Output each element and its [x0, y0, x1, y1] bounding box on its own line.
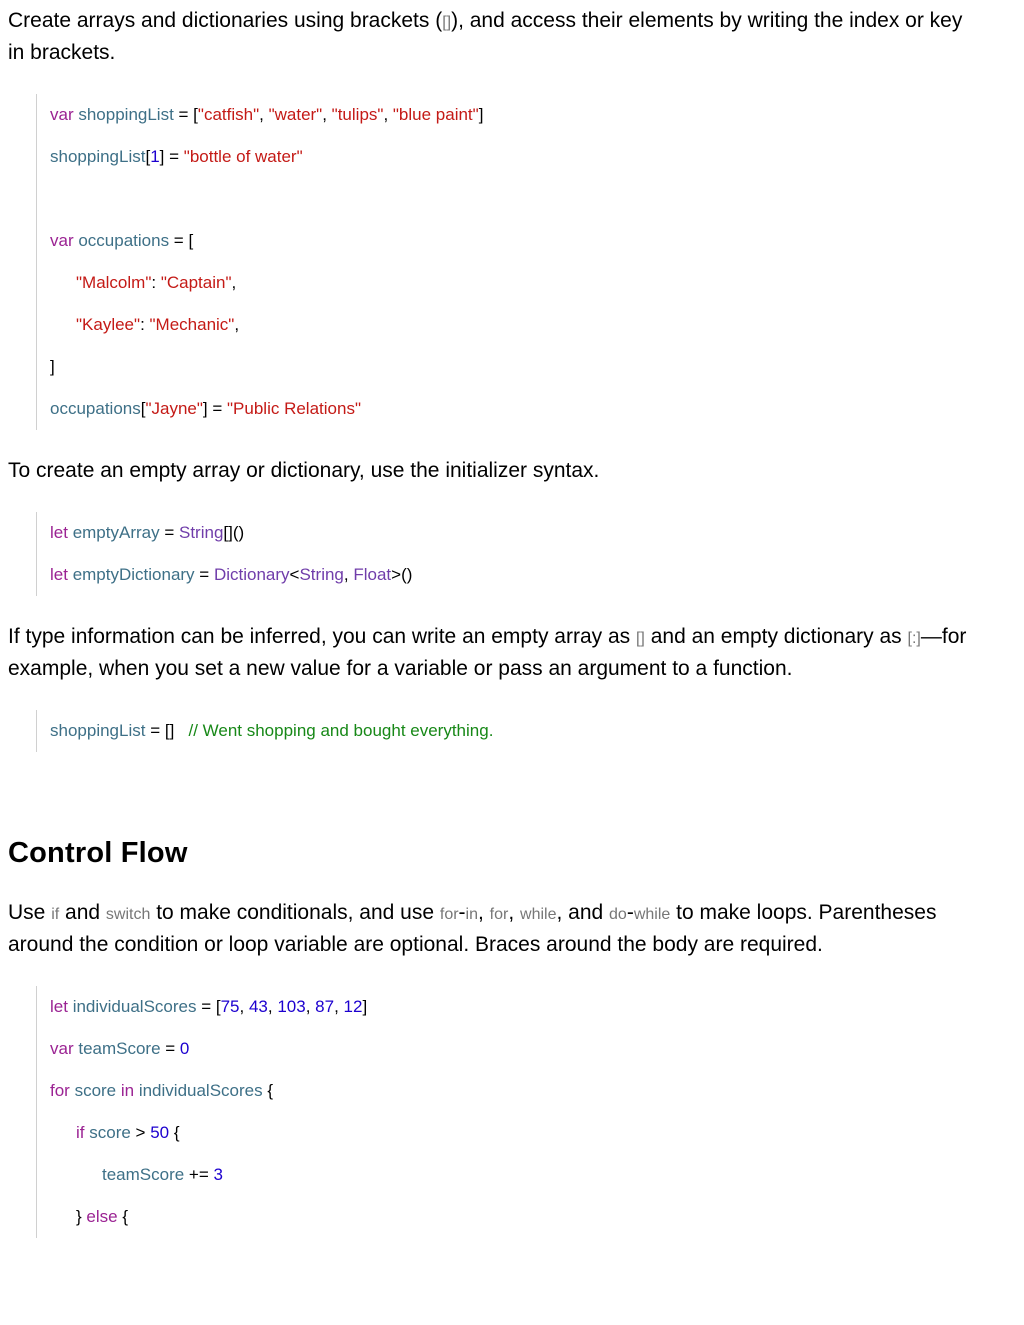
paragraph-initializer-intro — [8, 456, 976, 486]
text-run: to make loops. Parentheses around the condition or loop variable are optional. Braces around the body are required. — [8, 901, 937, 956]
code-token-pl: += — [184, 1165, 214, 1184]
code-line — [50, 346, 1004, 388]
code-token-id: shoppingList — [78, 105, 174, 124]
code-token-str: "water" — [268, 105, 323, 124]
inline-code: for — [489, 906, 509, 923]
code-line — [50, 262, 1004, 304]
code-line — [50, 94, 1004, 136]
code-line — [50, 1028, 1004, 1070]
code-token-pl: []() — [223, 523, 245, 542]
text-run: Use — [8, 901, 52, 924]
inline-code: for — [439, 906, 459, 923]
code-token-kw: var — [50, 105, 79, 124]
inline-code: in — [465, 906, 478, 923]
code-token-ty: String — [299, 565, 344, 584]
code-token-id: teamScore — [102, 1165, 185, 1184]
code-token-pl: = [ — [169, 231, 194, 250]
code-token-id: emptyDictionary — [72, 565, 195, 584]
code-token-num: 75 — [220, 997, 240, 1016]
code-token-pl: , — [231, 273, 237, 292]
code-token-id: occupations — [78, 231, 170, 250]
code-token-str: "Mechanic" — [149, 315, 235, 334]
code-line — [50, 136, 1004, 178]
code-line — [50, 710, 1004, 752]
code-block-empty-assignment — [36, 710, 1004, 752]
text-run: Create arrays and dictionaries using brackets ( — [8, 9, 443, 32]
code-token-pl: , — [383, 105, 393, 124]
code-line — [50, 304, 1004, 346]
code-token-pl: , — [259, 105, 269, 124]
code-token-str: "blue paint" — [392, 105, 479, 124]
code-token-pl: [ — [140, 399, 146, 418]
code-token-id: emptyArray — [72, 523, 160, 542]
code-token-pl: = [] — [145, 721, 189, 740]
code-token-pl: , — [267, 997, 278, 1016]
text-run: If type information can be inferred, you can write an empty array as — [8, 625, 636, 648]
code-token-str: "Kaylee" — [76, 315, 141, 334]
code-token-pl: : — [151, 273, 161, 292]
code-token-ty: String — [178, 523, 224, 542]
code-token-kw: var — [50, 231, 79, 250]
code-token-kw: if — [76, 1123, 90, 1142]
code-token-id: shoppingList — [50, 147, 146, 166]
text-run: , and — [556, 901, 610, 924]
inline-code: [] — [442, 14, 452, 31]
code-token-kw: in — [116, 1081, 139, 1100]
code-token-num: 3 — [213, 1165, 223, 1184]
code-token-pl: ] — [478, 105, 484, 124]
text-run: and an empty dictionary as — [644, 625, 908, 648]
inline-code: switch — [105, 906, 151, 923]
code-token-num: 12 — [343, 997, 363, 1016]
code-token-id: score — [89, 1123, 131, 1142]
code-token-pl: > — [130, 1123, 151, 1142]
code-token-pl: >() — [391, 565, 413, 584]
code-token-kw: for — [50, 1081, 75, 1100]
code-token-pl: { — [262, 1081, 274, 1100]
code-token-id: score — [74, 1081, 117, 1100]
code-token-pl: , — [305, 997, 316, 1016]
code-token-id: occupations — [50, 399, 141, 418]
code-line — [50, 554, 1004, 596]
code-token-kw: else — [86, 1207, 118, 1226]
paragraph-arrays-intro — [8, 6, 976, 68]
code-token-pl: ] — [362, 997, 368, 1016]
code-token-pl: , — [322, 105, 332, 124]
code-line — [50, 1154, 1004, 1196]
text-run: - — [458, 901, 466, 924]
code-token-pl: , — [343, 565, 354, 584]
code-token-cm: // Went shopping and bought everything. — [188, 721, 494, 740]
code-token-num: 87 — [315, 997, 335, 1016]
code-line — [50, 1070, 1004, 1112]
code-line — [50, 220, 1004, 262]
code-line — [50, 512, 1004, 554]
code-token-pl: ] — [50, 357, 55, 376]
code-token-id: individualScores — [138, 1081, 263, 1100]
inline-code: while — [633, 906, 671, 923]
code-token-num: 0 — [179, 1039, 190, 1058]
code-token-kw: let — [50, 523, 73, 542]
inline-code: if — [51, 906, 60, 923]
code-token-str: "Malcolm" — [76, 273, 152, 292]
code-token-pl: { — [169, 1123, 180, 1142]
code-token-pl: < — [289, 565, 300, 584]
code-token-str: "Captain" — [160, 273, 232, 292]
code-token-str: "Public Relations" — [227, 399, 361, 418]
code-token-pl: , — [239, 997, 249, 1016]
text-run: ), and access their elements by writing the index or key in brackets. — [8, 9, 963, 64]
code-token-pl: ] = — [159, 147, 184, 166]
code-token-num: 1 — [150, 147, 160, 166]
code-block-control-flow — [36, 986, 1004, 1238]
code-token-id: shoppingList — [50, 721, 146, 740]
text-run: - — [626, 901, 634, 924]
text-run: , — [508, 901, 521, 924]
code-token-kw: let — [50, 565, 73, 584]
inline-code: do — [609, 906, 627, 923]
text-run: —for example, when you set a new value for a variable or pass an argument to a function. — [8, 625, 967, 680]
code-token-pl: { — [117, 1207, 128, 1226]
text-run: to make conditionals, and use — [150, 901, 440, 924]
code-token-num: 43 — [248, 997, 268, 1016]
inline-code: [] — [635, 630, 645, 647]
code-token-str: "tulips" — [331, 105, 384, 124]
code-line — [50, 1112, 1004, 1154]
code-token-pl: = — [160, 1039, 180, 1058]
code-token-pl: ] = — [202, 399, 228, 418]
section-heading-control-flow: Control Flow — [8, 837, 188, 869]
paragraph-control-flow-intro — [8, 898, 976, 960]
code-token-str: "bottle of water" — [183, 147, 303, 166]
code-block-arrays-dictionaries — [36, 94, 1004, 430]
code-token-pl: , — [234, 315, 240, 334]
code-token-pl: [ — [145, 147, 151, 166]
code-token-ty: Dictionary — [213, 565, 290, 584]
code-token-pl: = [ — [196, 997, 221, 1016]
code-token-str: "catfish" — [197, 105, 260, 124]
code-line — [50, 986, 1004, 1028]
code-token-id: individualScores — [72, 997, 197, 1016]
inline-code: [:] — [907, 630, 921, 647]
code-token-id: teamScore — [78, 1039, 161, 1058]
code-line — [50, 178, 1004, 220]
code-line — [50, 1196, 1004, 1238]
text-run: , — [478, 901, 490, 924]
text-run: and — [59, 901, 106, 924]
paragraph-inferred-types — [8, 622, 976, 684]
code-token-str: "Jayne" — [145, 399, 203, 418]
code-token-pl: = — [159, 523, 179, 542]
code-block-initializer-syntax — [36, 512, 1004, 596]
code-token-pl: } — [76, 1207, 87, 1226]
code-token-kw: let — [50, 997, 73, 1016]
code-token-num: 50 — [150, 1123, 170, 1142]
code-token-pl: = [ — [173, 105, 198, 124]
code-token-num: 103 — [277, 997, 306, 1016]
code-token-ty: Float — [353, 565, 392, 584]
code-token-pl: : — [140, 315, 150, 334]
inline-code: while — [520, 906, 557, 923]
code-line — [50, 388, 1004, 430]
code-token-kw: var — [50, 1039, 79, 1058]
text-run: To create an empty array or dictionary, use the initializer syntax. — [8, 459, 600, 482]
code-token-pl: , — [334, 997, 344, 1016]
code-token-pl: = — [194, 565, 214, 584]
